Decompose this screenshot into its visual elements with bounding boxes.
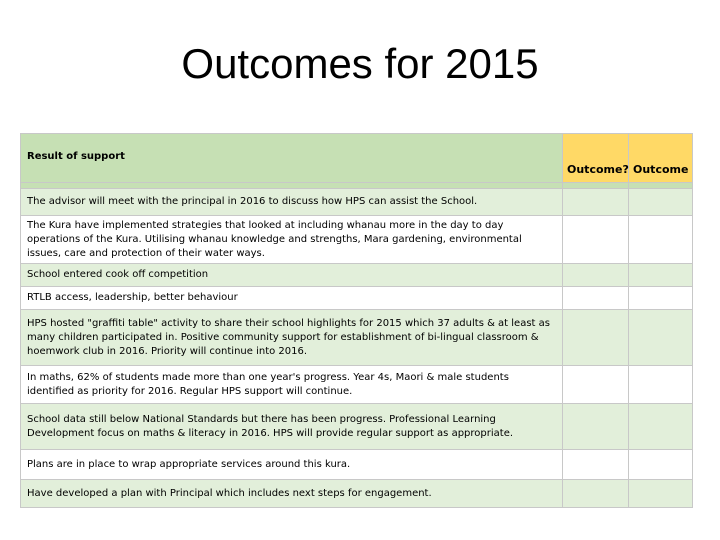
row-outcome-question-cell[interactable]	[563, 404, 629, 450]
row-outcome-cell[interactable]	[629, 310, 693, 366]
row-result-text: Have developed a plan with Principal which includes next steps for engagement.	[21, 480, 563, 508]
table-row	[21, 366, 693, 404]
table-row	[21, 404, 693, 450]
row-result-text: The advisor will meet with the principal in 2016 to discuss how HPS can assist the School.	[21, 189, 563, 216]
row-outcome-cell[interactable]	[629, 480, 693, 508]
row-outcome-cell[interactable]	[629, 450, 693, 480]
row-outcome-question-cell[interactable]	[563, 216, 629, 264]
row-outcome-question-cell[interactable]	[563, 366, 629, 404]
header-outcome-question: Outcome?	[563, 134, 629, 183]
table-row	[21, 480, 693, 508]
row-result-text: In maths, 62% of students made more than one year's progress. Year 4s, Maori & male students identified as priority for 2016. Regular HPS support will continue.	[21, 366, 563, 404]
row-outcome-question-cell[interactable]	[563, 189, 629, 216]
outcomes-table	[20, 133, 692, 508]
row-outcome-cell[interactable]	[629, 216, 693, 264]
table-row	[21, 189, 693, 216]
row-outcome-cell[interactable]	[629, 264, 693, 287]
row-outcome-cell[interactable]	[629, 287, 693, 310]
row-result-text: HPS hosted "graffiti table" activity to share their school highlights for 2015 which 37 adults & at least as many children participated in. Positive community support for establishment of bi-lingual classroom & hoemwork club in 2016. Priority will continue into 2016.	[21, 310, 563, 366]
row-outcome-question-cell[interactable]	[563, 287, 629, 310]
row-outcome-question-cell[interactable]	[563, 450, 629, 480]
row-outcome-cell[interactable]	[629, 404, 693, 450]
row-result-text: RTLB access, leadership, better behaviour	[21, 287, 563, 310]
table-row	[21, 450, 693, 480]
row-outcome-cell[interactable]	[629, 189, 693, 216]
table-row	[21, 287, 693, 310]
row-result-text: The Kura have implemented strategies that looked at including whanau more in the day to day operations of the Kura. Utilising whanau knowledge and strengths, Mara gardening, environmental issues, care and protection of their water ways.	[21, 216, 563, 264]
slide-title: Outcomes for 2015	[181, 40, 539, 87]
header-result-of-support: Result of support	[21, 134, 563, 183]
table-row	[21, 216, 693, 264]
row-result-text: Plans are in place to wrap appropriate services around this kura.	[21, 450, 563, 480]
table-row	[21, 264, 693, 287]
header-outcome: Outcome	[629, 134, 693, 183]
table-header-row	[21, 134, 693, 183]
row-outcome-question-cell[interactable]	[563, 310, 629, 366]
row-outcome-question-cell[interactable]	[563, 264, 629, 287]
row-outcome-cell[interactable]	[629, 366, 693, 404]
table-row	[21, 310, 693, 366]
row-result-text: School entered cook off competition	[21, 264, 563, 287]
row-outcome-question-cell[interactable]	[563, 480, 629, 508]
row-result-text: School data still below National Standards but there has been progress. Professional Learning Development focus on maths & literacy in 2016. HPS will provide regular support as appropriate.	[21, 404, 563, 450]
